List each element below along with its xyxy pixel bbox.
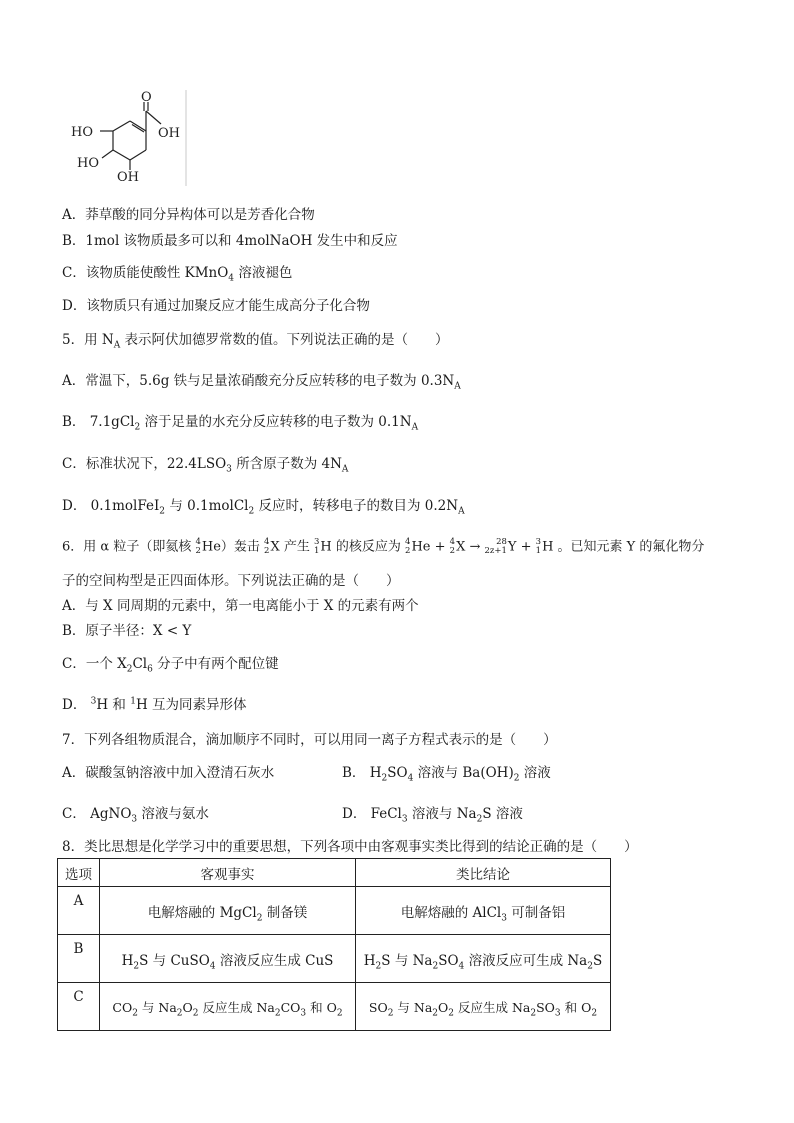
q6-option-a: A．与 X 同周期的元素中，第一电离能小于 X 的元素有两个 [62, 598, 419, 614]
row-fact: 电解熔融的 MgCl$_2$ 制备镁 [100, 887, 356, 935]
q7-option-d: D． FeCl$_3$ 溶液与 $Na_2S$ 溶液 [342, 806, 523, 825]
q4-option-d: D．该物质只有通过加聚反应才能生成高分子化合物 [62, 298, 370, 314]
q7-option-a: A．碳酸氢钠溶液中加入澄清石灰水 [62, 765, 275, 781]
q5-stem: 5．用 $N_A$ 表示阿伏加德罗常数的值。下列说法正确的是（ ） [62, 332, 449, 351]
q6-stem-line2: 子的空间构型是正四面体形。下列说法正确的是（ ） [62, 573, 400, 589]
header-fact: 客观事实 [100, 859, 356, 887]
q7-option-c: C． AgNO$_3$ 溶液与氨水 [62, 806, 209, 825]
row-conclusion: $SO_2$ 与 $Na_2O_2$ 反应生成 $Na_2SO_3$ 和 $O_2$ [356, 983, 611, 1031]
q6-option-b: B．原子半径：X < Y [62, 623, 192, 639]
q4-option-c: C．该物质能使酸性 KMnO$_4$ 溶液褪色 [62, 265, 293, 284]
q6-option-d: D． $^3$H 和 $^1$H 互为同素异形体 [62, 696, 247, 713]
q4-option-b: B．1mol 该物质最多可以和 4molNaOH 发生中和反应 [62, 233, 398, 249]
table-row [58, 887, 611, 935]
q6-stem-line1: 6．用 α 粒子（即氦核 4 2 He）轰击 4 2 X 产生 3 1 H 的核反应为 4 2 He + 4 2 X → 28 2z+1 Y + 3 1 H 。已知元素 Y 的氟化物分 [62, 537, 705, 556]
table-row [58, 983, 611, 1031]
q5-option-b: B． 7.1gCl$_2$ 溶于足量的水充分反应转移的电子数为 $0.1N_A$ [62, 414, 419, 433]
row-fact: $CO_2$ 与 $Na_2O_2$ 反应生成 $Na_2CO_3$ 和 $O_2$ [100, 983, 356, 1031]
q5-option-d: D． 0.1molFeI$_2$ 与 0.1molCl$_2$ 反应时，转移电子的数目为 $0.2N_A$ [62, 498, 465, 517]
ho-top-label: HO [71, 125, 93, 140]
table-header-row [58, 859, 611, 887]
row-option: B [58, 935, 100, 983]
row-option: A [58, 887, 100, 935]
o-carbonyl-label: O [141, 90, 152, 105]
row-conclusion: 电解熔融的 AlCl$_3$ 可制备铝 [356, 887, 611, 935]
ho-mid-label: HO [77, 156, 99, 171]
oh-bottom-label: OH [117, 170, 139, 185]
header-conclusion: 类比结论 [356, 859, 611, 887]
q6-option-c: C．一个 $X_2Cl_6$ 分子中有两个配位键 [62, 656, 279, 675]
table-row [58, 935, 611, 983]
q5-option-a: A．常温下，5.6g 铁与足量浓硝酸充分反应转移的电子数为 $0.3N_A$ [62, 373, 461, 392]
q4-option-a: A．莽草酸的同分异构体可以是芳香化合物 [62, 207, 315, 223]
oh-acid-label: OH [158, 126, 180, 141]
molecule-structure [60, 88, 190, 188]
row-option: C [58, 983, 100, 1031]
q5-option-c: C．标准状况下，$22.4LSO_3$ 所含原子数为 $4N_A$ [62, 456, 349, 475]
row-fact: $H_2S$ 与 CuSO$_4$ 溶液反应生成 CuS [100, 935, 356, 983]
row-conclusion: $H_2S$ 与 $Na_2SO_4$ 溶液反应可生成 $Na_2S$ [356, 935, 611, 983]
header-option: 选项 [58, 859, 100, 887]
q8-comparison-table [57, 858, 611, 1031]
q8-stem: 8．类比思想是化学学习中的重要思想，下列各项中由客观事实类比得到的结论正确的是（ ） [62, 839, 638, 855]
q7-stem: 7．下列各组物质混合，滴加顺序不同时，可以用同一离子方程式表示的是（ ） [62, 732, 557, 748]
q7-option-b: B． $H_2SO_4$ 溶液与 $Ba(OH)_2$ 溶液 [342, 765, 551, 784]
